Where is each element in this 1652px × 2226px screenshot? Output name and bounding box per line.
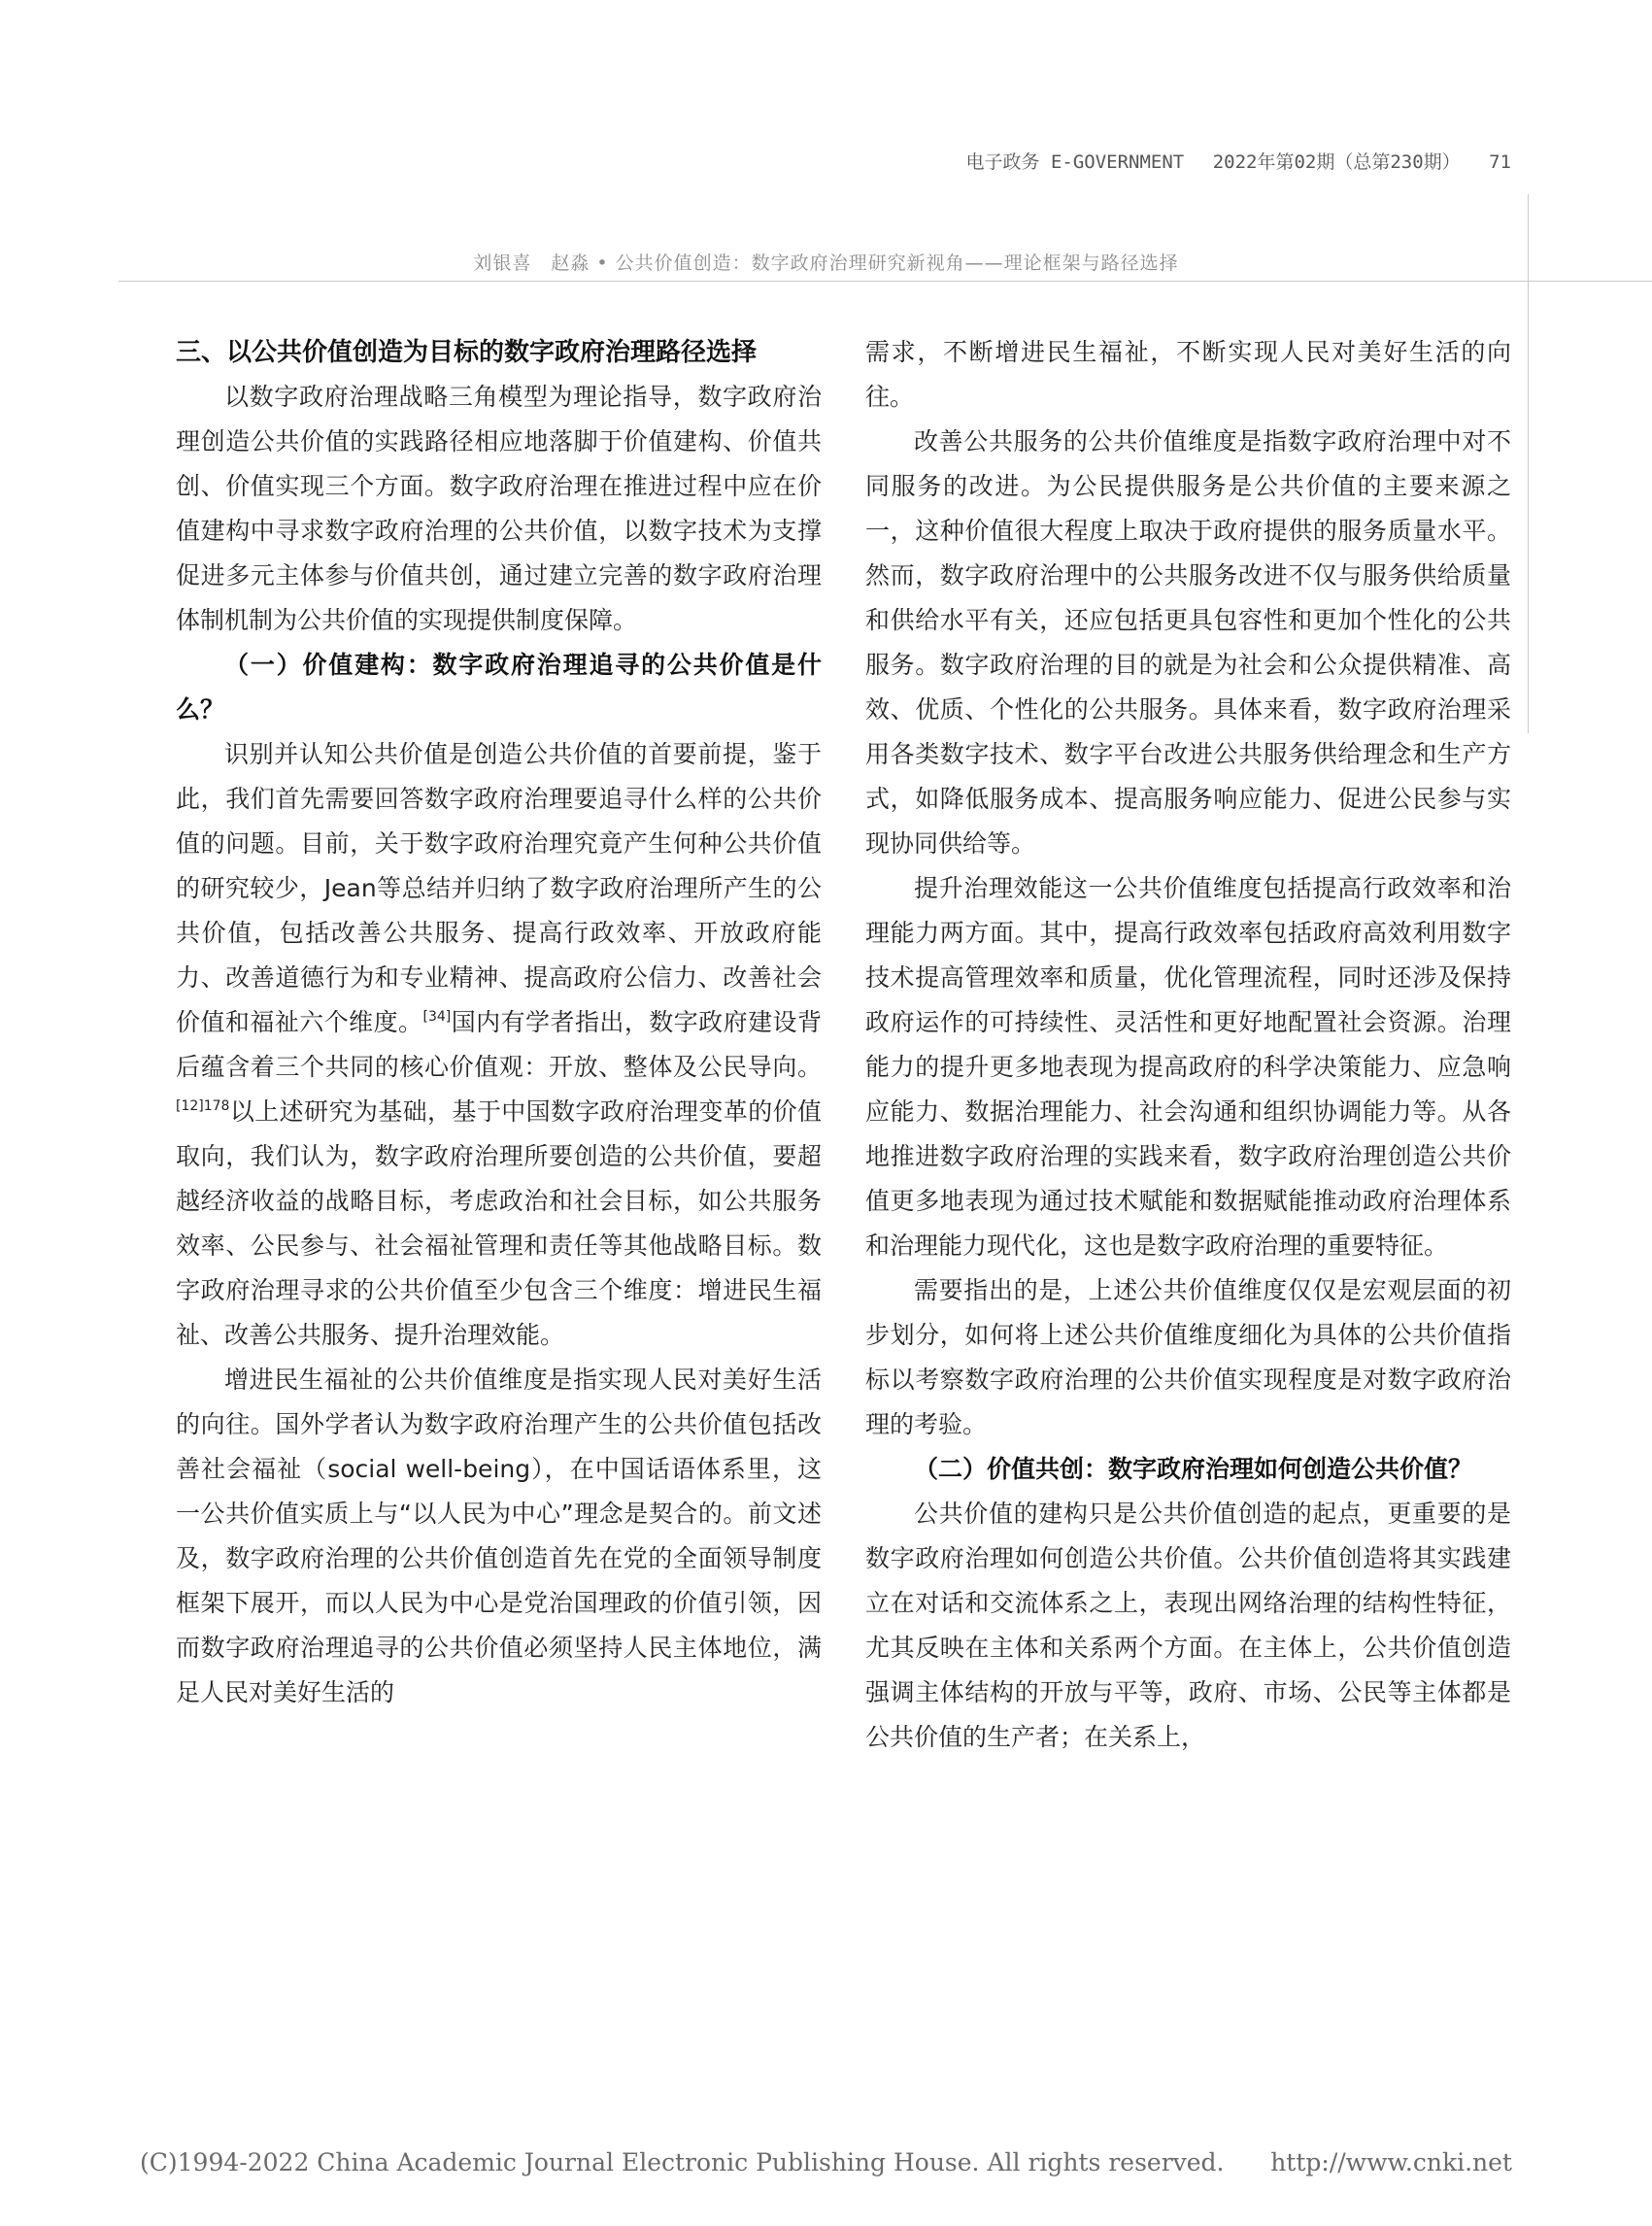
left-column bbox=[176, 330, 822, 1715]
paragraph bbox=[176, 732, 822, 1358]
copyright-notice: (C)1994-2022 China Academic Journal Electronic Publishing House. All rights reserved. bbox=[140, 2148, 1225, 2176]
vertical-rule bbox=[1528, 194, 1529, 733]
journal-name: 电子政务 E-GOVERNMENT bbox=[965, 152, 1185, 173]
page-number: 71 bbox=[1489, 152, 1511, 173]
footer bbox=[0, 2148, 1652, 2176]
running-title: 刘银喜 赵淼 • 公共价值创造：数字政府治理研究新视角——理论框架与路径选择 bbox=[473, 253, 1179, 274]
issue-info: 2022年第02期（总第230期） bbox=[1212, 152, 1461, 173]
journal-header bbox=[949, 148, 1511, 174]
paragraph: 以数字政府治理战略三角模型为理论指导，数字政府治理创造公共价值的实践路径相应地落脚于价值建构、价值共创、价值实现三个方面。数字政府治理在推进过程中应在价值建构中寻求数字政府治理的公共价值，以数字技术为支撑促进多元主体参与价值共创，通过建立完善的数字政府治理体制机制为公共价值的实现提供制度保障。 bbox=[176, 383, 822, 634]
section-heading: 三、以公共价值创造为目标的数字政府治理路径选择 bbox=[176, 338, 758, 367]
paragraph: 改善公共服务的公共价值维度是指数字政府治理中对不同服务的改进。为公民提供服务是公共价值的主要来源之一，这种价值很大程度上取决于政府提供的服务质量水平。然而，数字政府治理中的公共服务改进不仅与服务供给质量和供给水平有关，还应包括更具包容性和更加个性化的公共服务。数字政府治理的目的就是为社会和公众提供精准、高效、优质、个性化的公共服务。具体来看，数字政府治理采用各类数字技术、数字平台改进公共服务供给理念和生产方式，如降低服务成本、提高服务响应能力、促进公民参与实现协同供给等。 bbox=[865, 427, 1511, 858]
paragraph: 需要指出的是，上述公共价值维度仅仅是宏观层面的初步划分，如何将上述公共价值维度细化为具体的公共价值指标以考察数字政府治理的公共价值实现程度是对数字政府治理的考验。 bbox=[865, 1276, 1511, 1438]
paragraph: 公共价值的建构只是公共价值创造的起点，更重要的是数字政府治理如何创造公共价值。公共价值创造将其实践建立在对话和交流体系之上，表现出网络治理的结构性特征，尤其反映在主体和关系两个方面。在主体上，公共价值创造强调主体结构的开放与平等，政府、市场、公民等主体都是公共价值的生产者；在关系上， bbox=[865, 1500, 1511, 1751]
citation: [34] bbox=[422, 1009, 452, 1025]
paragraph: 需求，不断增进民生福祉，不断实现人民对美好生活的向往。 bbox=[865, 338, 1511, 411]
paragraph: 提升治理效能这一公共价值维度包括提高行政效率和治理能力两方面。其中，提高行政效率包括政府高效利用数字技术提高管理效率和质量，优化管理流程，同时还涉及保持政府运作的可持续性、灵活性和更好地配置社会资源。治理能力的提升更多地表现为提高政府的科学决策能力、应急响应能力、数据治理能力、社会沟通和组织协调能力等。从各地推进数字政府治理的实践来看，数字政府治理创造公共价值更多地表现为通过技术赋能和数据赋能推动政府治理体系和治理能力现代化，这也是数字政府治理的重要特征。 bbox=[865, 874, 1511, 1260]
right-column bbox=[865, 330, 1511, 1760]
footer-url[interactable]: http://www.cnki.net bbox=[1270, 2148, 1512, 2176]
paragraph-text: 识别并认知公共价值是创造公共价值的首要前提，鉴于此，我们首先需要回答数字政府治理要追寻什么样的公共价值的问题。目前，关于数字政府治理究竟产生何种公共价值的研究较少，Jean等总结并归纳了数字政府治理所产生的公共价值，包括改善公共服务、提高行政效率、开放政府能力、改善道德行为和专业精神、提高政府公信力、改善社会价值和福祉六个维度。 bbox=[176, 740, 822, 1036]
subsection-heading: （一）价值建构：数字政府治理追寻的公共价值是什么？ bbox=[176, 651, 822, 724]
paragraph-text: 国内有学者指出，数字政府建设背后蕴含着三个共同的核心价值观：开放、整体及公民导向。 bbox=[176, 1008, 822, 1081]
citation: [12]178 bbox=[176, 1098, 230, 1114]
paragraph: 增进民生福祉的公共价值维度是指实现人民对美好生活的向往。国外学者认为数字政府治理产生的公共价值包括改善社会福祉（social well-being），在中国话语体系里，这一公共价值实质上与“以人民为中心”理念是契合的。前文述及，数字政府治理的公共价值创造首先在党的全面领导制度框架下展开，而以人民为中心是党治国理政的价值引领，因而数字政府治理追寻的公共价值必须坚持人民主体地位，满足人民对美好生活的 bbox=[176, 1366, 822, 1706]
subsection-heading: （二）价值共创：数字政府治理如何创造公共价值？ bbox=[914, 1455, 1473, 1483]
header-rule bbox=[118, 281, 1652, 282]
paragraph-text: 以上述研究为基础，基于中国数字政府治理变革的价值取向，我们认为，数字政府治理所要创造的公共价值，要超越经济收益的战略目标，考虑政治和社会目标，如公共服务效率、公民参与、社会福祉管理和责任等其他战略目标。数字政府治理寻求的公共价值至少包含三个维度：增进民生福祉、改善公共服务、提升治理效能。 bbox=[176, 1097, 822, 1349]
